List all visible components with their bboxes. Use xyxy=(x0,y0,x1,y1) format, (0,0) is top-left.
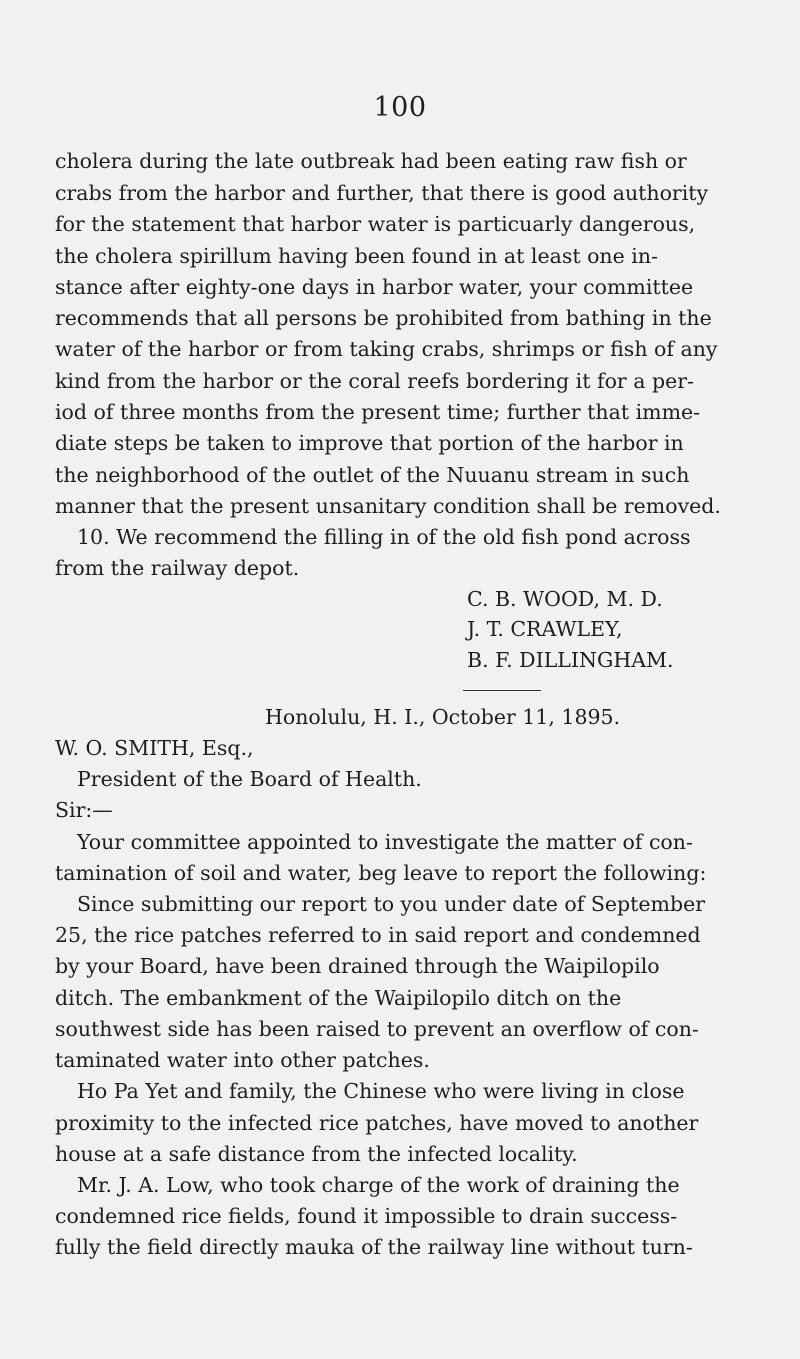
signature-line: C. B. WOOD, M. D. xyxy=(467,587,663,611)
signature-line: J. T. CRAWLEY, xyxy=(467,617,623,641)
paragraph-line: diate steps be taken to improve that portion of the harbor in xyxy=(55,431,684,455)
paragraph-line: cholera during the late outbreak had been eating raw fish or xyxy=(55,149,687,173)
paragraph-line: kind from the harbor or the coral reefs bordering it for a per- xyxy=(55,369,694,393)
letter-paragraph-line: Mr. J. A. Low, who took charge of the work of draining the xyxy=(77,1173,680,1197)
letter-paragraph-line: fully the field directly mauka of the railway line without turn- xyxy=(55,1235,693,1259)
letter-paragraph-line: by your Board, have been drained through the Waipilopilo xyxy=(55,954,660,978)
paragraph-line: for the statement that harbor water is particuarly dangerous, xyxy=(55,212,696,236)
letter-paragraph-line: taminated water into other patches. xyxy=(55,1048,430,1072)
recommendation-line: from the railway depot. xyxy=(55,556,300,580)
letter-paragraph-line: Since submitting our report to you under date of September xyxy=(77,892,706,916)
letter-paragraph-line: proximity to the infected rice patches, have moved to another xyxy=(55,1111,699,1135)
letter-paragraph-line: 25, the rice patches referred to in said report and condemned xyxy=(55,923,701,947)
letter-paragraph-line: Ho Pa Yet and family, the Chinese who were living in close xyxy=(77,1079,685,1103)
paragraph-line: stance after eighty-one days in harbor water, your committee xyxy=(55,275,694,299)
paragraph-line: recommends that all persons be prohibited from bathing in the xyxy=(55,306,712,330)
letter-paragraph-line: house at a safe distance from the infected locality. xyxy=(55,1142,578,1166)
paragraph-line: crabs from the harbor and further, that there is good authority xyxy=(55,181,709,205)
letter-paragraph-line: Your committee appointed to investigate the matter of con- xyxy=(77,830,693,854)
letter-addressee: W. O. SMITH, Esq., xyxy=(55,736,254,760)
letter-paragraph-line: condemned rice fields, found it impossible to drain success- xyxy=(55,1204,678,1228)
paragraph-line: water of the harbor or from taking crabs, shrimps or fish of any xyxy=(55,337,718,361)
section-divider xyxy=(463,690,541,691)
letter-dateline: Honolulu, H. I., October 11, 1895. xyxy=(265,705,621,729)
paragraph-line: the cholera spirillum having been found in at least one in- xyxy=(55,244,658,268)
recommendation-line: 10. We recommend the filling in of the old fish pond across xyxy=(77,525,691,549)
paragraph-line: iod of three months from the present time; further that imme- xyxy=(55,400,701,424)
signature-line: B. F. DILLINGHAM. xyxy=(467,648,674,672)
letter-salutation: Sir:— xyxy=(55,798,113,822)
page-number: 100 xyxy=(373,92,427,123)
letter-paragraph-line: ditch. The embankment of the Waipilopilo ditch on the xyxy=(55,986,622,1010)
paragraph-line: manner that the present unsanitary condition shall be removed. xyxy=(55,494,721,518)
letter-paragraph-line: tamination of soil and water, beg leave to report the following: xyxy=(55,861,707,885)
letter-paragraph-line: southwest side has been raised to prevent an overflow of con- xyxy=(55,1017,699,1041)
paragraph-line: the neighborhood of the outlet of the Nuuanu stream in such xyxy=(55,463,690,487)
letter-addressee-title: President of the Board of Health. xyxy=(77,767,422,791)
